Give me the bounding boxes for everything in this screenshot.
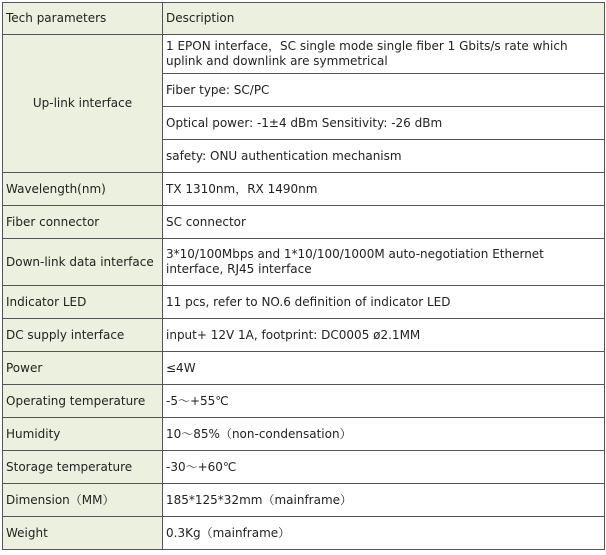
table-row bbox=[3, 286, 605, 319]
table-row bbox=[3, 484, 605, 517]
param-downlink-interface: Down-link data interface bbox=[3, 239, 163, 286]
param-weight: Weight bbox=[3, 517, 163, 550]
desc-power: ≤4W bbox=[163, 352, 605, 385]
table-header-row bbox=[3, 3, 605, 35]
table-row bbox=[3, 418, 605, 451]
table-row bbox=[3, 385, 605, 418]
param-dc-supply: DC supply interface bbox=[3, 319, 163, 352]
table-row bbox=[3, 319, 605, 352]
table-row bbox=[3, 239, 605, 286]
param-storage-temperature: Storage temperature bbox=[3, 451, 163, 484]
desc-indicator-led: 11 pcs, refer to NO.6 definition of indicator LED bbox=[163, 286, 605, 319]
header-description: Description bbox=[163, 3, 605, 35]
desc-dc-supply: input+ 12V 1A, footprint: DC0005 ø2.1MM bbox=[163, 319, 605, 352]
desc-uplink-epon: 1 EPON interface，SC single mode single fiber 1 Gbits/s rate which uplink and downlink are symmetrical bbox=[163, 35, 605, 74]
desc-fiber-connector: SC connector bbox=[163, 206, 605, 239]
table-row bbox=[3, 352, 605, 385]
param-humidity: Humidity bbox=[3, 418, 163, 451]
param-operating-temperature: Operating temperature bbox=[3, 385, 163, 418]
param-wavelength: Wavelength(nm) bbox=[3, 173, 163, 206]
param-uplink-interface: Up-link interface bbox=[3, 35, 163, 173]
desc-humidity: 10～85%（non-condensation） bbox=[163, 418, 605, 451]
desc-storage-temperature: -30～+60℃ bbox=[163, 451, 605, 484]
table-row bbox=[3, 451, 605, 484]
desc-downlink-interface: 3*10/100Mbps and 1*10/100/1000M auto-negotiation Ethernet interface, RJ45 interface bbox=[163, 239, 605, 286]
desc-safety: safety: ONU authentication mechanism bbox=[163, 140, 605, 173]
desc-optical-power: Optical power: -1±4 dBm Sensitivity: -26 dBm bbox=[163, 107, 605, 140]
table-row bbox=[3, 517, 605, 550]
desc-dimension: 185*125*32mm（mainframe） bbox=[163, 484, 605, 517]
param-dimension: Dimension（MM） bbox=[3, 484, 163, 517]
table-row bbox=[3, 206, 605, 239]
desc-wavelength: TX 1310nm，RX 1490nm bbox=[163, 173, 605, 206]
param-indicator-led: Indicator LED bbox=[3, 286, 163, 319]
desc-operating-temperature: -5～+55℃ bbox=[163, 385, 605, 418]
desc-fiber-type: Fiber type: SC/PC bbox=[163, 74, 605, 107]
param-power: Power bbox=[3, 352, 163, 385]
desc-weight: 0.3Kg（mainframe） bbox=[163, 517, 605, 550]
table-row bbox=[3, 173, 605, 206]
tech-parameters-table bbox=[2, 2, 605, 550]
table-row bbox=[3, 35, 605, 74]
param-fiber-connector: Fiber connector bbox=[3, 206, 163, 239]
header-tech-parameters: Tech parameters bbox=[3, 3, 163, 35]
